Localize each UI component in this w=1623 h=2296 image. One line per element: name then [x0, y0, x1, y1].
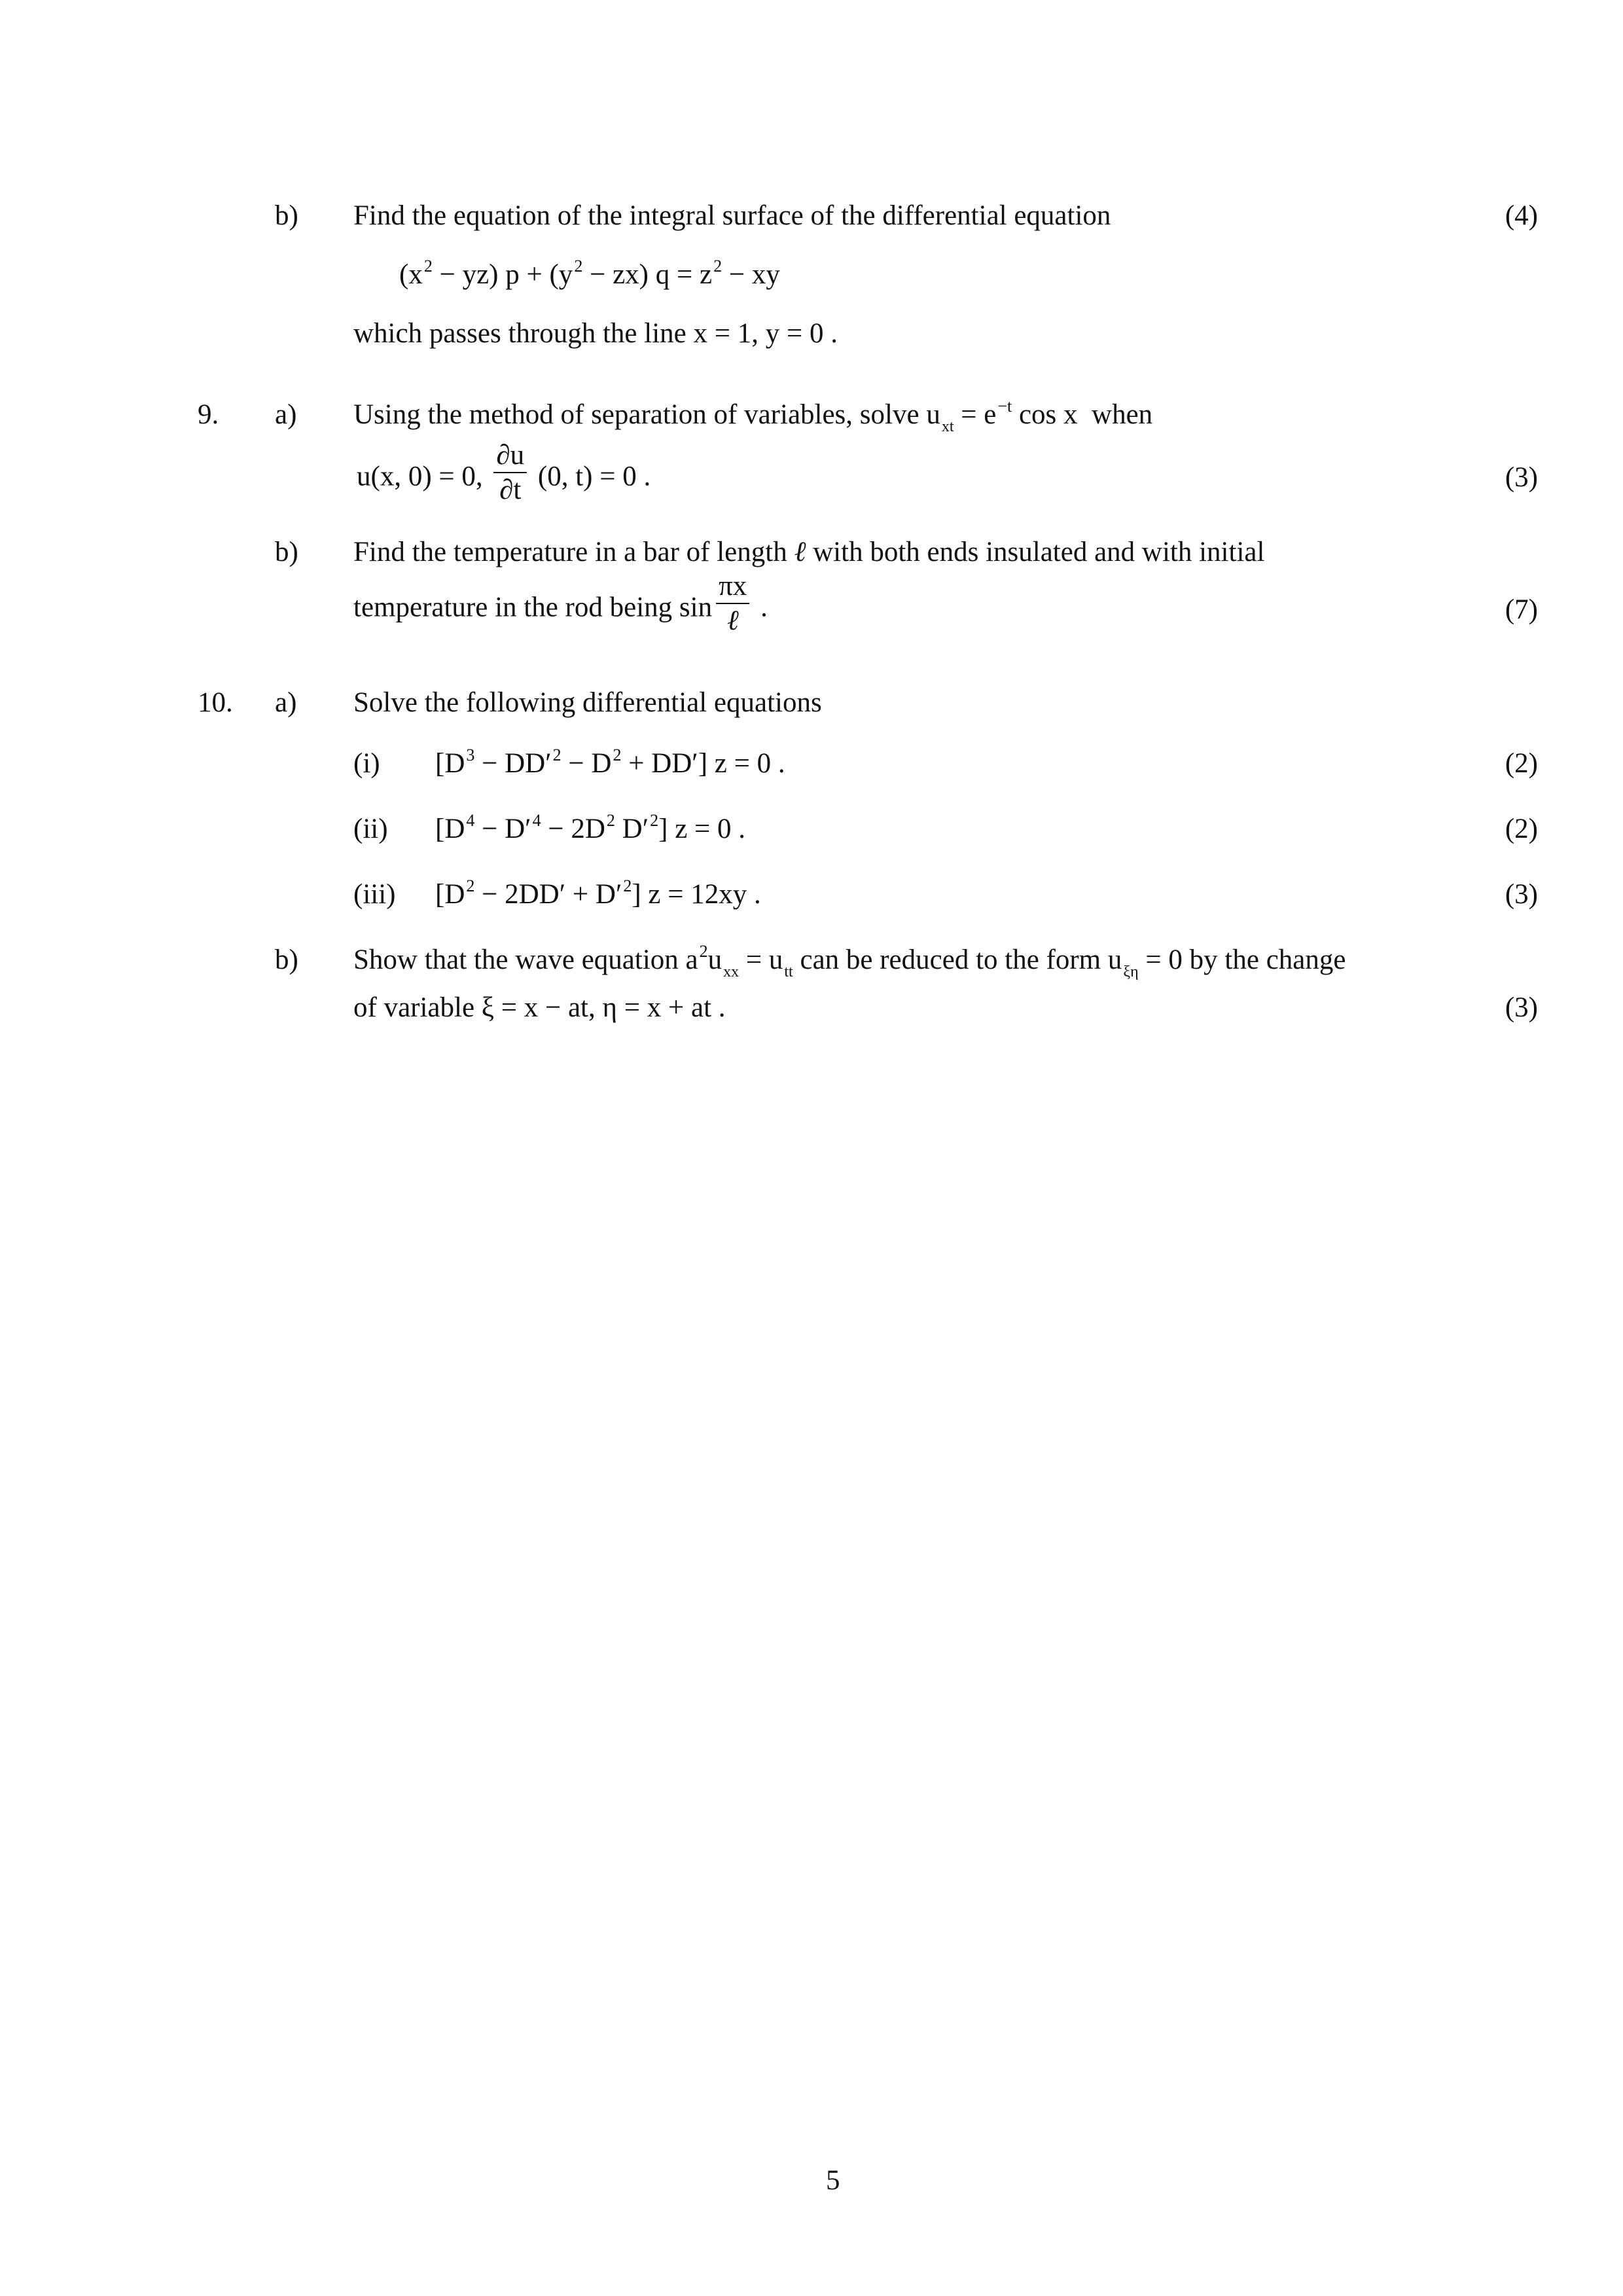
exponent: 2 [699, 942, 708, 961]
eq-term: − xy [722, 259, 780, 290]
period: . [753, 592, 768, 623]
question-text: by the change [1182, 944, 1346, 975]
subscript: xt [941, 418, 954, 435]
fraction-denominator: ℓ [726, 605, 739, 636]
pi-x-over-l-fraction [716, 572, 749, 635]
q8b-question-text: Find the equation of the integral surface of the differential equation [353, 200, 1111, 231]
exponent: 2 [650, 811, 659, 830]
condition-text: which passes through the line [353, 318, 694, 349]
q10-number: 10. [198, 687, 233, 718]
eq-term: u [926, 399, 940, 430]
eq-term: [D [435, 814, 465, 844]
q10a-item-marks-ii: (2) [1505, 814, 1538, 844]
q8b-condition-line [353, 319, 838, 348]
q9b-part-label: b) [275, 537, 298, 567]
q10b-part-label: b) [275, 944, 298, 975]
fraction-denominator: ∂t [499, 475, 522, 505]
eq-term: ] z = 0 . [658, 814, 746, 844]
change-of-variable-math: ξ = x − at, η = x + at . [481, 992, 726, 1023]
sin-function: sin [679, 592, 713, 623]
question-text: Find the temperature in a bar of length [353, 537, 794, 567]
eq-term: u [1107, 944, 1122, 975]
eq-term: [D [435, 879, 465, 910]
eq-term: a [685, 944, 698, 975]
subscript: ξη [1123, 963, 1139, 980]
q10a-item-marks-iii: (3) [1505, 879, 1538, 910]
partial-derivative-fraction [493, 441, 527, 504]
exponent: −t [997, 397, 1012, 416]
eq-term: − zx) q = z [582, 259, 713, 290]
eq-term: cos x [1012, 399, 1078, 430]
length-symbol: ℓ [794, 537, 806, 567]
q10b-question-line1 [353, 942, 1346, 980]
q10a-item-equation-iii [435, 876, 761, 910]
q9-number: 9. [198, 399, 219, 430]
q10a-item-marks-i: (2) [1505, 748, 1538, 779]
exponent: 4 [466, 811, 475, 830]
q10a-part-label: a) [275, 687, 297, 718]
question-text: of variable [353, 992, 482, 1023]
q9b-question-line1 [353, 538, 1264, 566]
eq-term: = u [739, 944, 783, 975]
fraction-numerator: πx [716, 572, 749, 604]
subscript: xx [723, 963, 740, 980]
exponent: 2 [613, 745, 622, 764]
q10a-item-equation-ii [435, 811, 746, 844]
question-text: temperature in the rod being [353, 592, 679, 623]
q10b-marks: (3) [1505, 992, 1538, 1023]
eq-term: − 2D [541, 814, 605, 844]
question-text: can be reduced to the form [793, 944, 1108, 975]
q9a-part-label: a) [275, 399, 297, 430]
q9a-conditions [357, 440, 651, 508]
eq-term: = 0 [1138, 944, 1183, 975]
question-text: when [1077, 399, 1153, 430]
q10a-question-text: Solve the following differential equations [353, 687, 822, 718]
exponent: 2 [623, 876, 632, 895]
q8b-marks: (4) [1505, 200, 1538, 231]
exponent: 2 [423, 257, 433, 276]
q9b-marks: (7) [1505, 594, 1538, 625]
eq-term: − D′ [474, 814, 531, 844]
exponent: 4 [532, 811, 541, 830]
eq-term: (x [399, 259, 423, 290]
q8b-part-label: b) [275, 200, 298, 231]
q10a-item-equation-i [435, 745, 785, 779]
exponent: 2 [552, 745, 562, 764]
q10a-item-label-iii: (iii) [353, 879, 396, 910]
condition: u(x, 0) = 0, [357, 461, 490, 492]
fraction-numerator: ∂u [493, 441, 527, 473]
condition: (0, t) = 0 . [531, 461, 651, 492]
eq-term: + DD′] z = 0 . [621, 748, 785, 779]
eq-term: u [707, 944, 722, 975]
question-text: Using the method of separation of variables, solve [353, 399, 927, 430]
exponent: 2 [713, 257, 722, 276]
question-text: with both ends insulated and with initial [806, 537, 1265, 567]
subscript: tt [784, 963, 793, 980]
exponent: 2 [606, 811, 615, 830]
eq-term: [D [435, 748, 465, 779]
exponent: 3 [466, 745, 475, 764]
eq-term: D′ [615, 814, 649, 844]
eq-term: − DD′ [474, 748, 552, 779]
eq-term: − 2DD′ + D′ [474, 879, 622, 910]
exponent: 2 [466, 876, 475, 895]
condition-math: x = 1, y = 0 . [693, 318, 838, 349]
eq-term: − D [561, 748, 612, 779]
page-number: 5 [826, 2165, 840, 2196]
q9b-question-line2 [353, 571, 768, 639]
q9a-marks: (3) [1505, 462, 1538, 493]
q10b-question-line2 [353, 994, 726, 1022]
q8b-equation [399, 257, 780, 290]
eq-term: = e [954, 399, 997, 430]
eq-term: ] z = 12xy . [632, 879, 761, 910]
q10a-item-label-i: (i) [353, 748, 380, 779]
q10a-item-label-ii: (ii) [353, 814, 388, 844]
q9a-question-text [353, 397, 1153, 435]
question-text: Show that the wave equation [353, 944, 686, 975]
exponent: 2 [574, 257, 583, 276]
eq-term: − yz) p + (y [432, 259, 573, 290]
